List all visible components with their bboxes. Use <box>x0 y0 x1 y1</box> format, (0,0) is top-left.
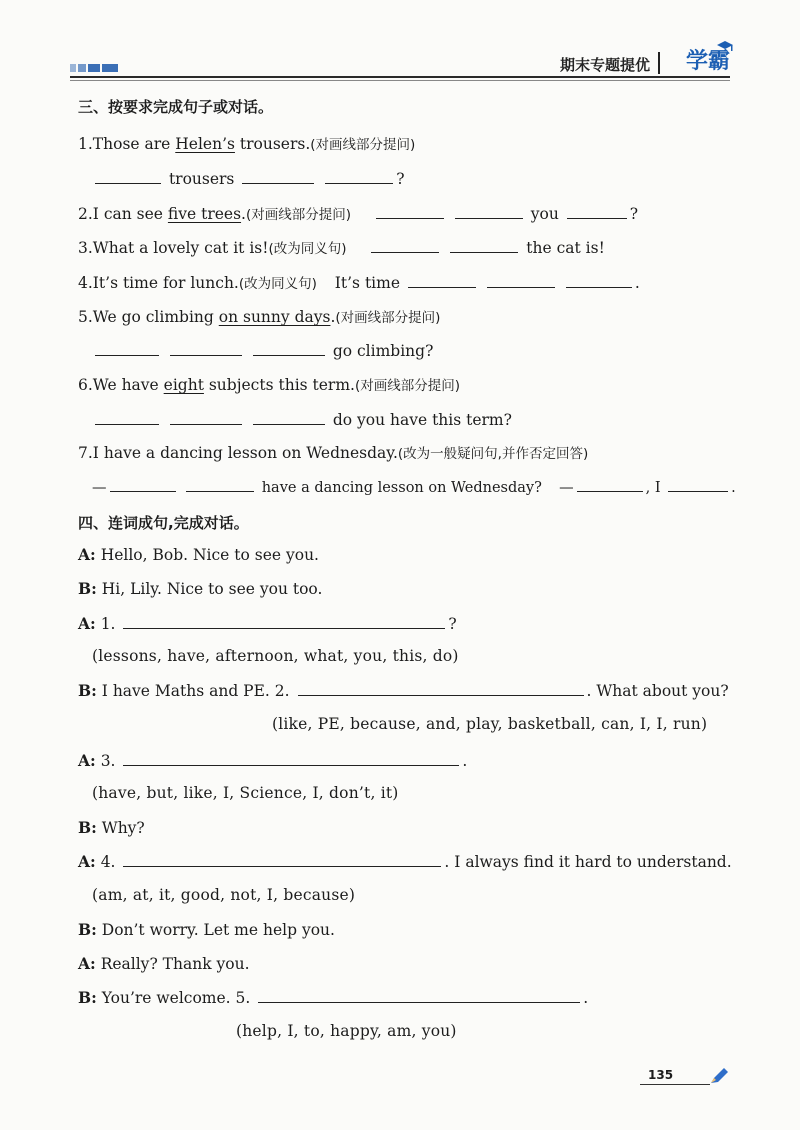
answer-blank[interactable] <box>110 477 176 492</box>
brand-logo: 学霸 <box>685 49 730 74</box>
header-rule-thin <box>70 80 730 81</box>
answer-blank[interactable] <box>95 410 159 425</box>
page-number: 135 <box>648 1068 674 1082</box>
answer-blank[interactable] <box>567 204 627 219</box>
word-hint: (am, at, it, good, not, I, because) <box>92 886 356 904</box>
question-1-answer: trousers ? <box>92 169 405 188</box>
dialogue-line-why: B: Why? <box>78 818 145 837</box>
question-5-answer: go climbing? <box>92 341 433 360</box>
page-header <box>70 42 730 78</box>
question-6-answer: do you have this term? <box>92 410 512 429</box>
underlined-phrase: five trees <box>167 205 242 223</box>
answer-blank[interactable] <box>408 273 476 288</box>
word-hint: (have, but, like, I, Science, I, don’t, it) <box>92 784 399 802</box>
answer-blank[interactable] <box>242 169 314 184</box>
dialogue-line: A: Hello, Bob. Nice to see you. <box>78 545 319 564</box>
answer-blank[interactable] <box>253 341 325 356</box>
header-separator <box>658 52 660 74</box>
question-5: 5.We go climbing on sunny days.(对画线部分提问) <box>78 308 441 326</box>
dialogue-item-2: B: I have Maths and PE. 2. . What about you? <box>78 681 729 700</box>
word-hint: (lessons, have, afternoon, what, you, this, do) <box>92 647 459 665</box>
answer-blank[interactable] <box>566 273 632 288</box>
answer-blank[interactable] <box>376 204 444 219</box>
answer-blank[interactable] <box>170 410 242 425</box>
question-6: 6.We have eight subjects this term.(对画线部分提问) <box>78 376 461 394</box>
answer-blank[interactable] <box>123 852 441 867</box>
header-bars-decoration <box>70 64 118 72</box>
underlined-phrase: on sunny days <box>218 308 331 326</box>
answer-blank[interactable] <box>170 341 242 356</box>
word-hint: (help, I, to, happy, am, you) <box>236 1022 457 1040</box>
answer-blank[interactable] <box>95 169 161 184</box>
answer-blank[interactable] <box>371 238 439 253</box>
answer-blank[interactable] <box>258 988 580 1003</box>
word-hint: (like, PE, because, and, play, basketball, can, I, I, run) <box>272 715 708 733</box>
underlined-phrase: eight <box>163 376 204 394</box>
question-2: 2.I can see five trees.(对画线部分提问) you ? <box>78 205 639 223</box>
dialogue-item-4: A: 4. . I always find it hard to understand. <box>78 852 732 871</box>
answer-blank[interactable] <box>668 477 728 492</box>
answer-blank[interactable] <box>123 614 445 629</box>
page-number-rule <box>640 1084 710 1085</box>
answer-blank[interactable] <box>455 204 523 219</box>
answer-blank[interactable] <box>123 751 459 766</box>
answer-blank[interactable] <box>450 238 518 253</box>
answer-blank[interactable] <box>325 169 393 184</box>
dialogue-line: B: Don’t worry. Let me help you. <box>78 920 335 939</box>
dialogue-item-5: B: You’re welcome. 5. . <box>78 988 589 1007</box>
dialogue-item-3: A: 3. . <box>78 751 468 770</box>
underlined-phrase: Helen’s <box>175 135 235 153</box>
section-3-title: 三、按要求完成句子或对话。 <box>78 98 274 116</box>
question-4: 4.It’s time for lunch.(改为同义句) It’s time . <box>78 274 640 292</box>
question-1: 1.Those are Helen’s trousers.(对画线部分提问) <box>78 135 416 153</box>
answer-blank[interactable] <box>253 410 325 425</box>
header-title: 期末专题提优 <box>559 56 650 74</box>
section-4-title: 四、连词成句,完成对话。 <box>78 514 249 532</box>
question-7: 7.I have a dancing lesson on Wednesday.(改为一般疑问句,并作否定回答) <box>78 444 589 462</box>
question-3: 3.What a lovely cat it is!(改为同义句) the cat is! <box>78 239 605 257</box>
pencil-icon <box>708 1066 730 1086</box>
dialogue-item-1: A: 1. ? <box>78 614 457 633</box>
question-7-answer: — have a dancing lesson on Wednesday? — , I . <box>92 477 736 496</box>
graduation-cap-icon <box>716 40 734 54</box>
answer-blank[interactable] <box>298 681 584 696</box>
dialogue-line: B: Hi, Lily. Nice to see you too. <box>78 579 323 598</box>
answer-blank[interactable] <box>186 477 254 492</box>
answer-blank[interactable] <box>95 341 159 356</box>
dialogue-line: A: Really? Thank you. <box>78 954 250 973</box>
answer-blank[interactable] <box>577 477 643 492</box>
header-rule <box>70 76 730 78</box>
answer-blank[interactable] <box>487 273 555 288</box>
